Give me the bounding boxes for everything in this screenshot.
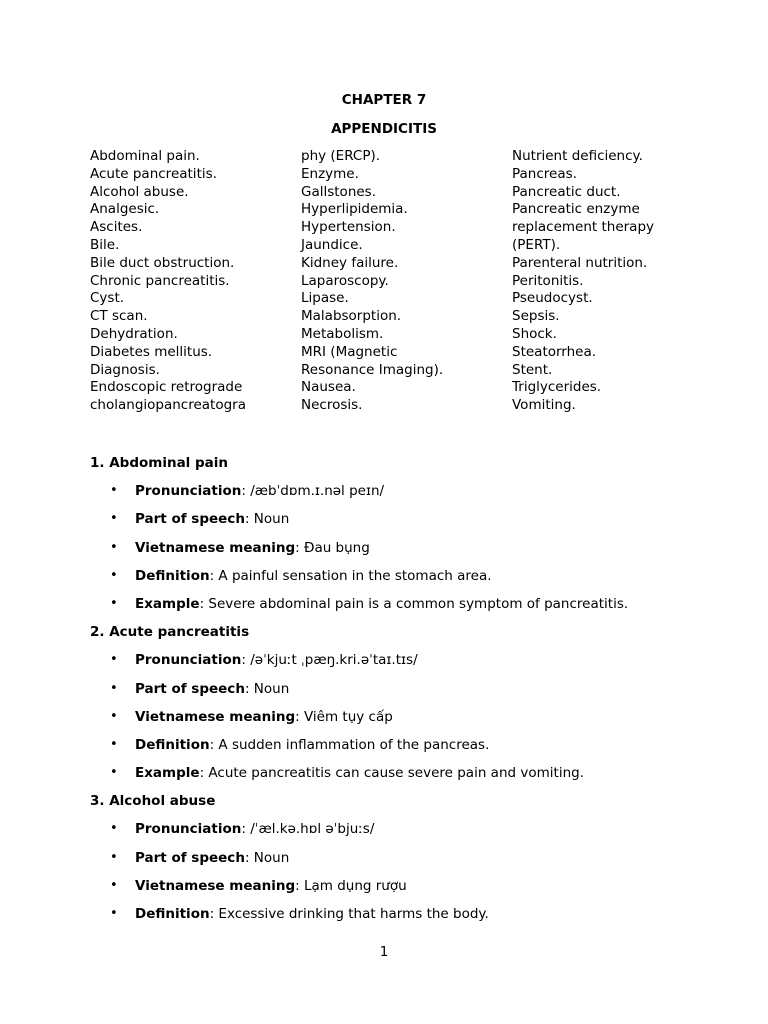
word-list-item: Hypertension. [301, 219, 396, 236]
word-list-item: Triglycerides. [512, 379, 602, 396]
pronunciation-item [90, 482, 710, 510]
word-list-item: Bile duct obstruction. [90, 254, 235, 271]
word-list-item: Diagnosis. [90, 361, 160, 378]
word-list-item: Lipase. [301, 290, 349, 307]
field-label: Definition [135, 736, 210, 753]
word-list-item: Parenteral nutrition. [512, 254, 648, 271]
word-list-item: Shock. [512, 325, 557, 342]
field-label: Definition [135, 906, 210, 922]
field-value: : /æbˈdɒm.ɪ.nəl peɪn/ [241, 483, 385, 500]
field-value: : Đau bụng [295, 539, 370, 556]
bullet-icon: • [110, 849, 118, 865]
bullet-icon: • [110, 511, 118, 527]
word-list-item: phy (ERCP). [301, 148, 381, 164]
word-list-item: Endoscopic retrograde [90, 379, 243, 396]
field-value: : Acute pancreatitis can cause severe pain and vomiting. [199, 765, 584, 782]
word-list-item: Metabolism. [301, 325, 384, 342]
word-list-item: Necrosis. [301, 397, 363, 414]
word-list-column-3 [512, 148, 654, 415]
field-label: Vietnamese meaning [135, 708, 296, 725]
field-value: : A painful sensation in the stomach area. [209, 567, 492, 584]
word-list-item: Acute pancreatitis. [90, 165, 217, 182]
field-label: Example [135, 765, 200, 782]
word-list-item: Enzyme. [301, 165, 359, 182]
word-list-item: Diabetes mellitus. [90, 343, 213, 360]
word-list-item: Alcohol abuse. [90, 183, 189, 200]
vietnamese-meaning-item [90, 708, 710, 736]
word-list-column-2 [301, 148, 443, 415]
bullet-icon: • [110, 539, 118, 555]
word-list-item: Chronic pancreatitis. [90, 272, 230, 289]
entry-heading: 3. Alcohol abuse [90, 793, 216, 810]
field-label: Definition [135, 567, 210, 584]
field-value: : Noun [244, 849, 290, 866]
field-label: Pronunciation [135, 821, 242, 838]
word-list-item: Resonance Imaging). [301, 361, 444, 378]
word-list-item: Dehydration. [90, 325, 178, 342]
bullet-icon: • [110, 652, 118, 668]
word-list-item: cholangiopancreatogra [90, 397, 246, 414]
word-list-item: replacement therapy [512, 219, 655, 236]
word-list-item: (PERT). [512, 236, 561, 253]
field-label: Part of speech [135, 511, 245, 528]
bullet-icon: • [110, 765, 118, 781]
word-list-item: Pancreatic duct. [512, 183, 621, 200]
entry-details [90, 820, 710, 933]
word-list-item: Vomiting. [512, 397, 576, 414]
field-value: : Severe abdominal pain is a common symptom of pancreatitis. [199, 595, 629, 612]
chapter-heading: CHAPTER 7 [341, 92, 427, 108]
entry-heading: 2. Acute pancreatitis [90, 624, 250, 641]
example-item [90, 764, 710, 792]
pronunciation-item [90, 651, 710, 679]
word-list-item: Stent. [512, 361, 553, 378]
field-label: Part of speech [135, 849, 245, 866]
entry-heading: 1. Abdominal pain [90, 455, 229, 471]
word-list-item: Nausea. [301, 379, 356, 396]
word-list-item: Steatorrhea. [512, 343, 597, 360]
vietnamese-meaning-item [90, 877, 710, 905]
field-label: Vietnamese meaning [135, 539, 296, 556]
word-list-item: Gallstones. [301, 183, 377, 200]
word-list-item: Malabsorption. [301, 308, 402, 325]
word-list-item: Analgesic. [90, 201, 160, 218]
word-list-item: Laparoscopy. [301, 272, 389, 289]
word-list-item: Cyst. [90, 290, 125, 307]
pronunciation-item [90, 820, 710, 848]
field-label: Pronunciation [135, 652, 242, 669]
field-label: Part of speech [135, 680, 245, 697]
part-of-speech-item [90, 849, 710, 877]
part-of-speech-item [90, 510, 710, 538]
vocabulary-entry [90, 454, 710, 623]
bullet-icon: • [110, 595, 118, 611]
word-list-item: Hyperlipidemia. [301, 201, 408, 218]
field-value: : A sudden inflammation of the pancreas. [209, 736, 490, 753]
word-list-item: Nutrient deficiency. [512, 148, 643, 164]
word-list-column-1 [90, 148, 246, 415]
word-list-item: Jaundice. [301, 236, 363, 253]
page-number: 1 [379, 944, 389, 960]
field-value: : Excessive drinking that harms the body. [209, 906, 489, 922]
word-list-item: Bile. [90, 236, 120, 253]
bullet-icon: • [110, 877, 118, 893]
entry-details [90, 482, 710, 623]
chapter-title: APPENDICITIS [331, 121, 437, 137]
field-label: Pronunciation [135, 483, 242, 500]
vietnamese-meaning-item [90, 539, 710, 567]
definition-item [90, 567, 710, 595]
word-list-item: Ascites. [90, 219, 143, 236]
field-label: Example [135, 595, 200, 612]
word-list-item: MRI (Magnetic [301, 343, 398, 360]
bullet-icon: • [110, 708, 118, 724]
entry-details [90, 651, 710, 792]
example-item [90, 595, 710, 623]
bullet-icon: • [110, 567, 118, 583]
vocabulary-entry [90, 792, 710, 933]
field-value: : Noun [244, 511, 290, 528]
bullet-icon: • [110, 483, 118, 499]
field-value: : Viêm tụy cấp [295, 708, 393, 725]
word-list-item: Pancreatic enzyme [512, 201, 640, 218]
vocabulary-entries [90, 454, 710, 933]
field-value: : Noun [244, 680, 290, 697]
word-list-item: Abdominal pain. [90, 148, 200, 164]
definition-item [90, 736, 710, 764]
word-list-item: CT scan. [90, 308, 148, 325]
word-list-item: Pseudocyst. [512, 290, 593, 307]
word-list-item: Pancreas. [512, 165, 577, 182]
definition-item [90, 905, 710, 933]
field-value: : /əˈkjuːt ˌpæŋ.kri.əˈtaɪ.tɪs/ [241, 652, 418, 669]
bullet-icon: • [110, 906, 118, 921]
bullet-icon: • [110, 680, 118, 696]
word-list-item: Kidney failure. [301, 254, 399, 271]
word-list-item: Sepsis. [512, 308, 560, 325]
part-of-speech-item [90, 680, 710, 708]
bullet-icon: • [110, 736, 118, 752]
field-label: Vietnamese meaning [135, 877, 296, 894]
word-list-item: Peritonitis. [512, 272, 584, 289]
field-value: : Lạm dụng rượu [295, 877, 407, 894]
bullet-icon: • [110, 821, 118, 837]
vocabulary-entry [90, 623, 710, 792]
field-value: : /ˈæl.kə.hɒl əˈbjuːs/ [241, 821, 375, 838]
